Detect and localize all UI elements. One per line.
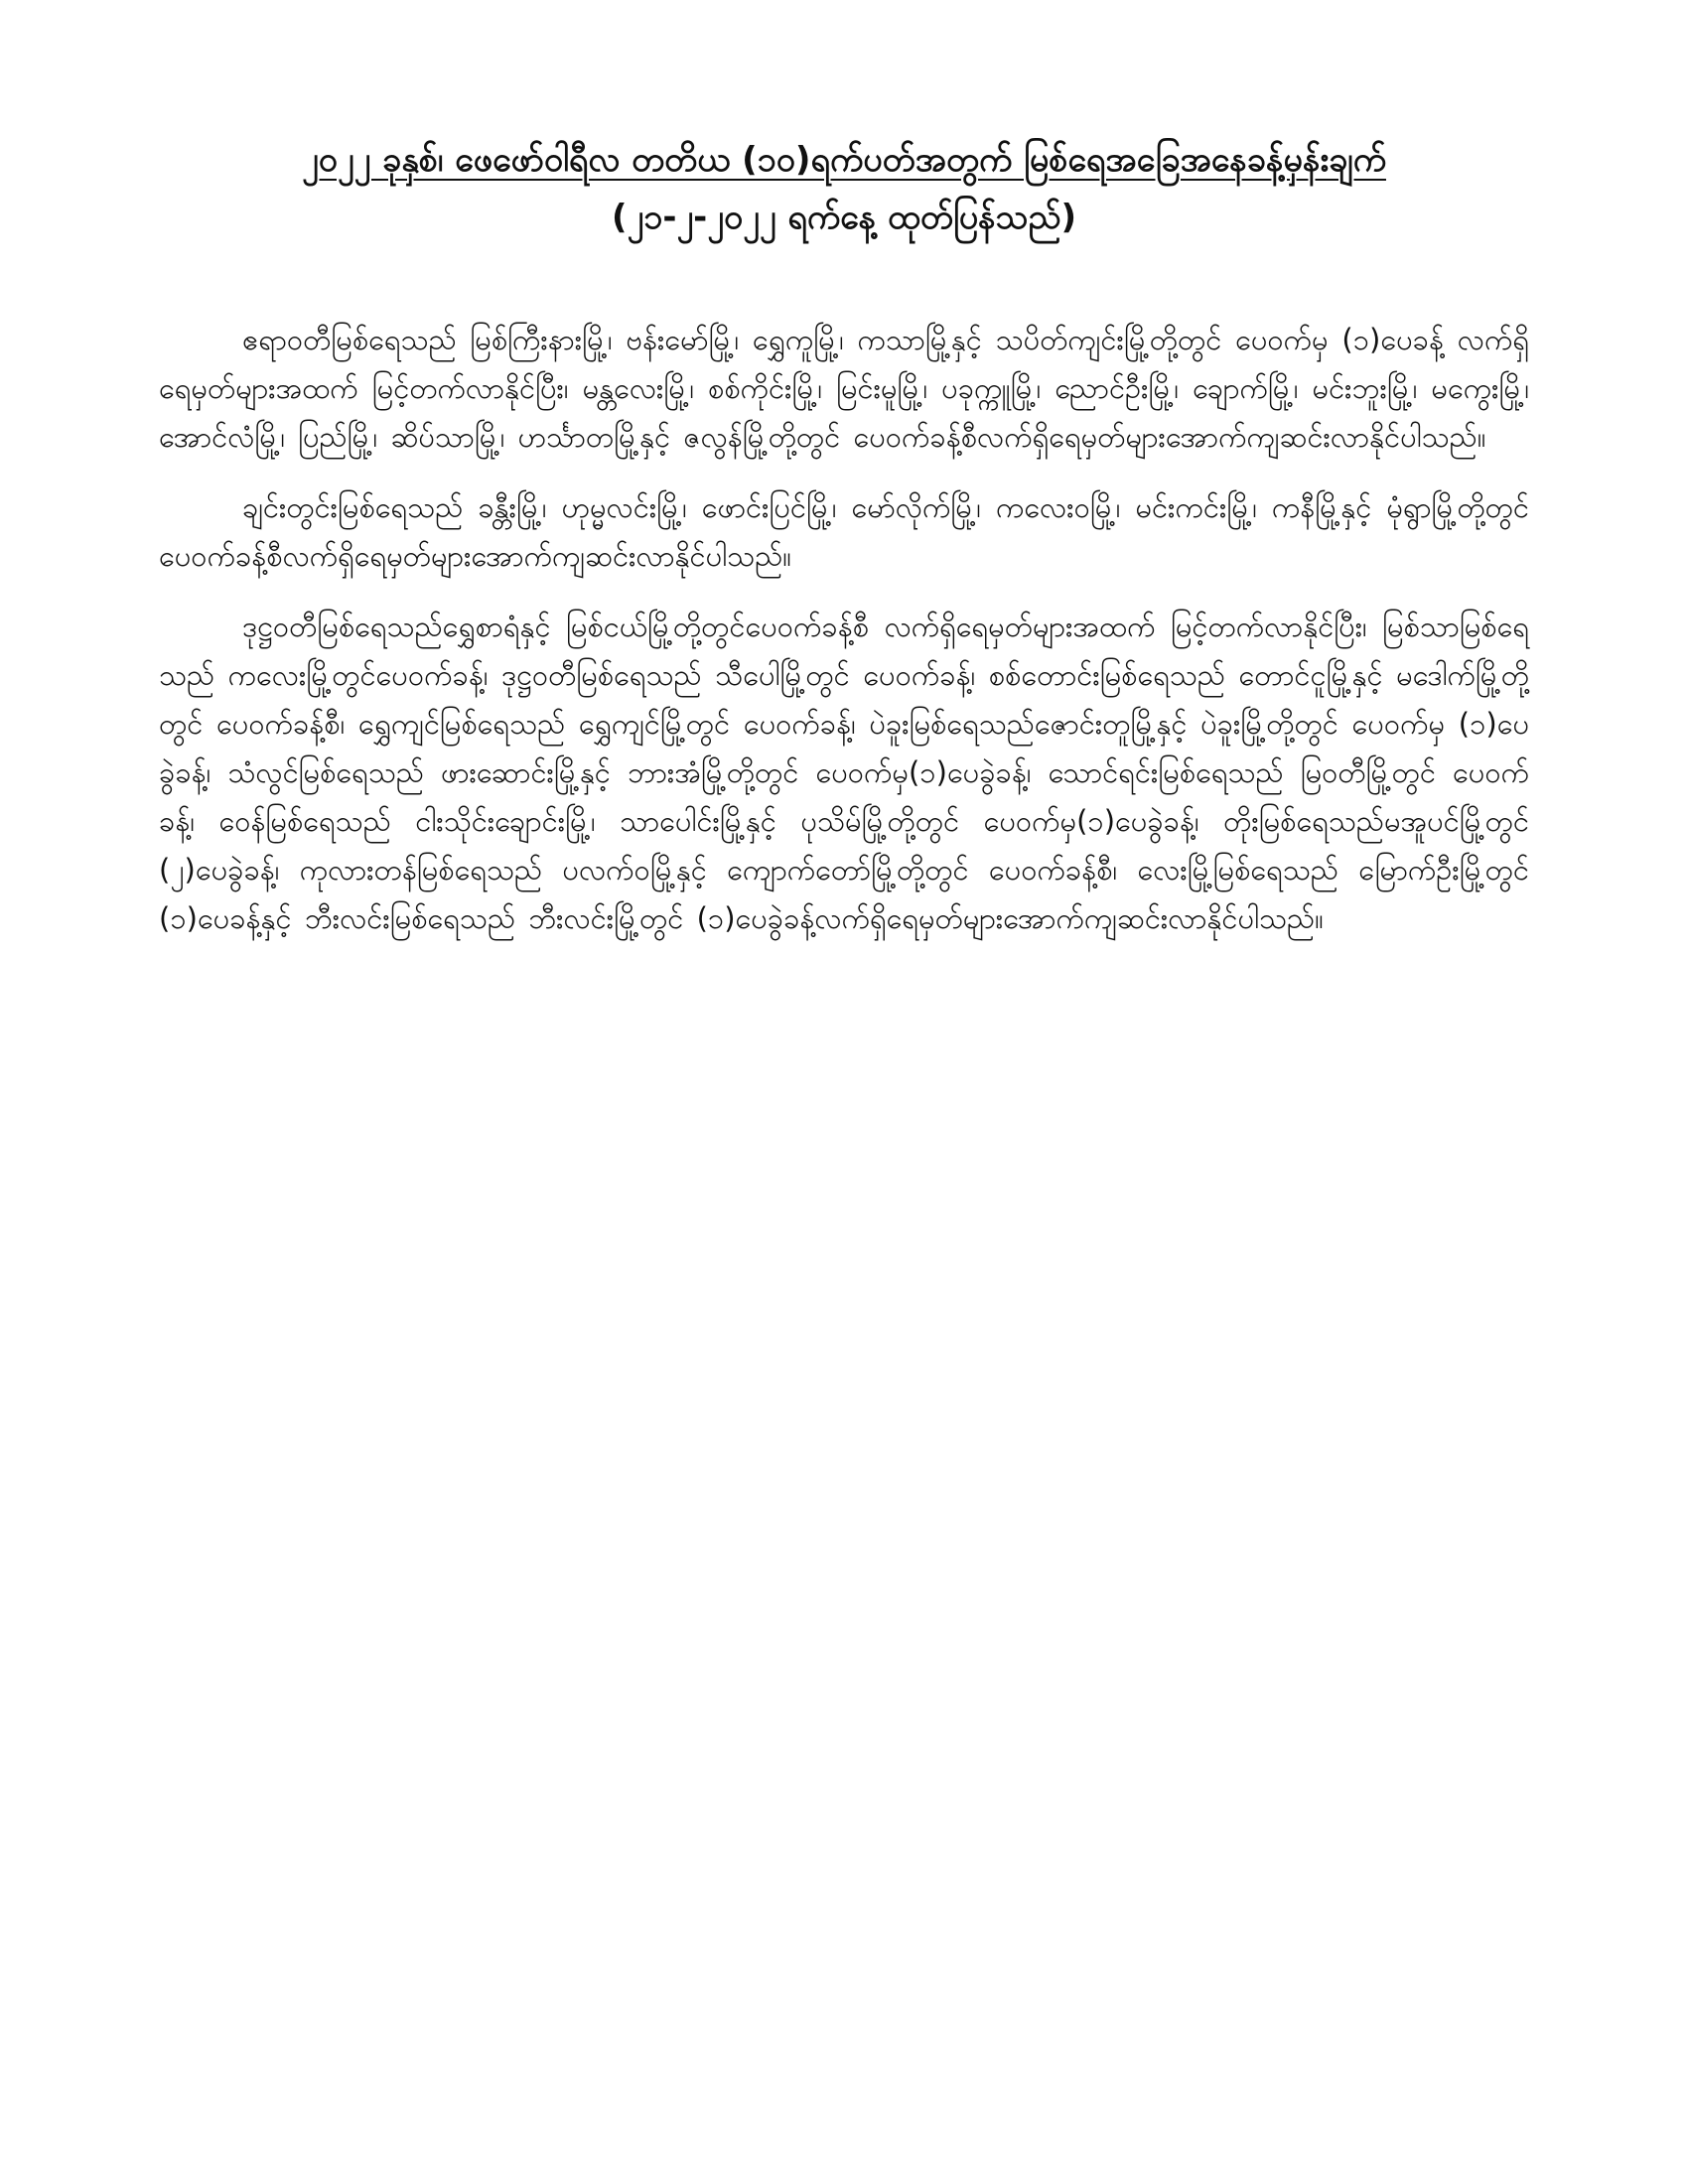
paragraph-chindwin: ချင်းတွင်းမြစ်ရေသည် ခန္တီးမြို့၊ ဟုမ္မလင်းမြို့၊ ဖောင်းပြင်မြို့၊ မော်လိုက်မြို့၊ ကလေးဝမြို့၊ မင်းကင်းမြို့၊ ကနီမြို့နှင့် မုံရွာမြို့တို့တွင်ပေဝက်ခန့်စီလက်ရှိရေမှတ်များအောက်ကျဆင်းလာနိုင်ပါသည်။ bbox=[159, 490, 1529, 573]
paragraph-other-rivers: ဒုဋ္ဌဝတီမြစ်ရေသည်ရွှေစာရံနှင့် မြစ်ငယ်မြို့တို့တွင်ပေဝက်ခန့်စီ လက်ရှိရေမှတ်များအထက် မြင့်တက်လာနိုင်ပြီး၊ မြစ်သာမြစ်ရေသည် ကလေးမြို့တွင်ပေဝက်ခန့်၊ ဒုဋ္ဌဝတီမြစ်ရေသည် သီပေါမြို့တွင် ပေဝက်ခန့်၊ စစ်တောင်းမြစ်ရေသည် တောင်ငူမြို့နှင့် မဒေါက်မြို့တို့တွင် ပေဝက်ခန့်စီ၊ ရွှေကျင်မြစ်ရေသည် ရွှေကျင်မြို့တွင် ပေဝက်ခန့်၊ ပဲခူးမြစ်ရေသည်ဇောင်းတူမြို့နှင့် ပဲခူးမြို့တို့တွင် ပေဝက်မှ (၁)ပေခွဲခန့်၊ သံလွင်မြစ်ရေသည် ဖားဆောင်းမြို့နှင့် ဘားအံမြို့တို့တွင် ပေဝက်မှ(၁)ပေခွဲခန့်၊ သောင်ရင်းမြစ်ရေသည် မြဝတီမြို့တွင် ပေဝက်ခန့်၊ ဝေန်မြစ်ရေသည် ငါးသိုင်းချောင်းမြို့၊ သာပေါင်းမြို့နှင့် ပုသိမ်မြို့တို့တွင် ပေဝက်မှ(၁)ပေခွဲခန့်၊ တိုးမြစ်ရေသည်မအူပင်မြို့တွင် (၂)ပေခွဲခန့်၊ ကုလားတန်မြစ်ရေသည် ပလက်ဝမြို့နှင့် ကျောက်တော်မြို့တို့တွင် ပေဝက်ခန့်စီ၊ လေးမြို့မြစ်ရေသည် မြောက်ဦးမြို့တွင် (၁)ပေခန့်နှင့် ဘီးလင်းမြစ်ရေသည် ဘီးလင်းမြို့တွင် (၁)ပေခွဲခန့်လက်ရှိရေမှတ်များအောက်ကျဆင်းလာနိုင်ပါသည်။ bbox=[159, 610, 1529, 935]
paragraph-irrawaddy: ဧရာဝတီမြစ်ရေသည် မြစ်ကြီးနားမြို့၊ ဗန်းမော်မြို့၊ ရွှေကူမြို့၊ ကသာမြို့နှင့် သပိတ်ကျင်းမြို့တို့တွင် ပေဝက်မှ (၁)ပေခန့် လက်ရှိရေမှတ်များအထက် မြင့်တက်လာနိုင်ပြီး၊ မန္တလေးမြို့၊ စစ်ကိုင်းမြို့၊ မြင်းမူမြို့၊ ပခုက္ကူမြို့၊ ညောင်ဦးမြို့၊ ချောက်မြို့၊ မင်းဘူးမြို့၊ မကွေးမြို့၊ အောင်လံမြို့၊ ပြည်မြို့၊ ဆိပ်သာမြို့၊ ဟင်္သာတမြို့နှင့် ဇလွန်မြို့တို့တွင် ပေဝက်ခန့်စီလက်ရှိရေမှတ်များအောက်ကျဆင်းလာနိုင်ပါသည်။ bbox=[159, 323, 1529, 454]
title-block bbox=[139, 131, 1549, 246]
document-title: ၂၀၂၂ ခုနှစ်၊ ဖေဖော်ဝါရီလ တတိယ (၁၀)ရက်ပတ်အတွက် မြစ်ရေအခြေအနေခန့်မှန်းချက် bbox=[302, 140, 1386, 180]
issue-date: (၂၁-၂-၂၀၂၂ ရက်နေ့ ထုတ်ပြန်သည်) bbox=[612, 198, 1076, 237]
document-body bbox=[159, 316, 1529, 965]
